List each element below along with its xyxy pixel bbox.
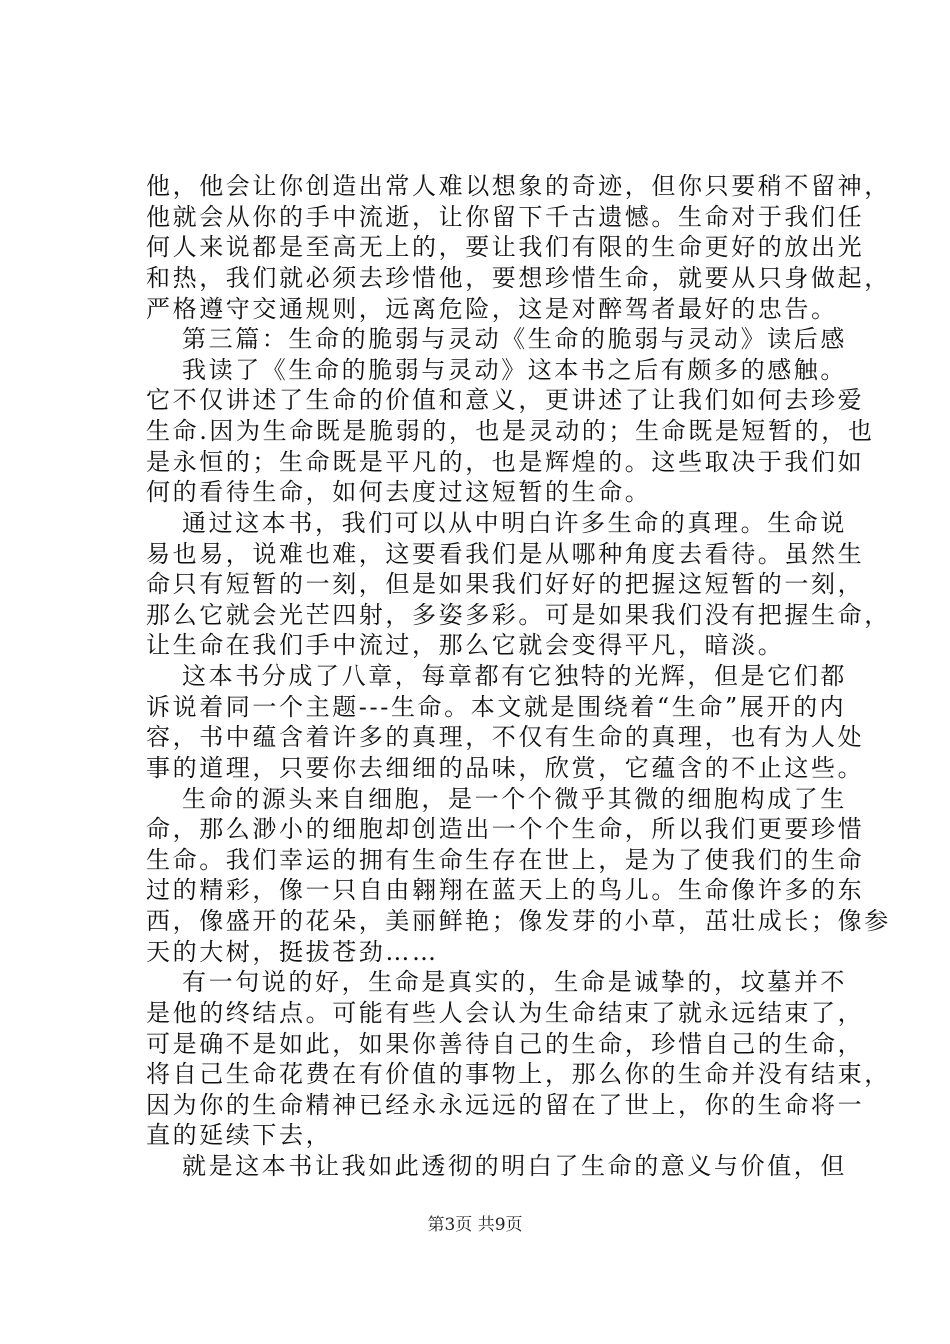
text-line: 严格遵守交通规则，远离危险，这是对醉驾者最好的忠告。: [146, 295, 838, 323]
text-line: 容，书中蕴含着许多的真理，不仅有生命的真理，也有为人处: [146, 723, 865, 751]
text-line: 是他的终结点。可能有些人会认为生命结束了就永远结束了，: [146, 999, 865, 1027]
text-line: 有一句说的好，生命是真实的，生命是诚挚的，坟墓并不: [182, 968, 847, 996]
text-line: 他，他会让你创造出常人难以想象的奇迹，但你只要稍不留神，: [146, 172, 891, 200]
text-line: 西，像盛开的花朵，美丽鲜艳；像发芽的小草，茁壮成长；像参: [146, 907, 891, 935]
text-line: 过的精彩，像一只自由翱翔在蓝天上的鸟儿。生命像许多的东: [146, 876, 865, 904]
text-line: 因为你的生命精神已经永永远远的留在了世上，你的生命将一: [146, 1091, 865, 1119]
text-line: 他就会从你的手中流逝，让你留下千古遗憾。生命对于我们任: [146, 203, 865, 231]
section-heading: 第三篇：生命的脆弱与灵动《生命的脆弱与灵动》读后感: [182, 325, 847, 353]
text-line: 让生命在我们手中流过，那么它就会变得平凡，暗淡。: [146, 631, 785, 659]
text-line: 可是确不是如此，如果你善待自己的生命，珍惜自己的生命，: [146, 1030, 865, 1058]
text-line: 命，那么渺小的细胞却创造出一个个生命，所以我们更要珍惜: [146, 815, 865, 843]
text-line: 天的大树，挺拔苍劲……: [146, 938, 439, 966]
text-line: 命只有短暂的一刻，但是如果我们好好的把握这短暂的一刻，: [146, 570, 865, 598]
page-footer: 第3页 共9页: [427, 1215, 523, 1235]
text-line: 这本书分成了八章，每章都有它独特的光辉，但是它们都: [182, 662, 847, 690]
text-line: 那么它就会光芒四射，多姿多彩。可是如果我们没有把握生命，: [146, 601, 891, 629]
text-line: 和热，我们就必须去珍惜他，要想珍惜生命，就要从只身做起，: [146, 264, 891, 292]
text-line: 就是这本书让我如此透彻的明白了生命的意义与价值，但: [182, 1152, 847, 1180]
text-line: 何的看待生命，如何去度过这短暂的生命。: [146, 478, 652, 506]
text-line: 何人来说都是至高无上的，要让我们有限的生命更好的放出光: [146, 233, 865, 261]
text-line: 事的道理，只要你去细细的品味，欣赏，它蕴含的不止这些。: [146, 754, 865, 782]
text-line: 将自己生命花费在有价值的事物上，那么你的生命并没有结束，: [146, 1060, 891, 1088]
text-line: 生命。我们幸运的拥有生命生存在世上，是为了使我们的生命: [146, 846, 865, 874]
text-line: 易也易，说难也难，这要看我们是从哪种角度去看待。虽然生: [146, 540, 865, 568]
text-line: 它不仅讲述了生命的价值和意义，更讲述了让我们如何去珍爱: [146, 386, 865, 414]
text-line: 通过这本书，我们可以从中明白许多生命的真理。生命说: [182, 509, 847, 537]
text-line: 直的延续下去，: [146, 1121, 333, 1149]
text-line: 生命的源头来自细胞，是一个个微乎其微的细胞构成了生: [182, 785, 847, 813]
text-line: 我读了《生命的脆弱与灵动》这本书之后有颇多的感触。: [182, 356, 847, 384]
text-line: 诉说着同一个主题---生命。本文就是围绕着“生命”展开的内: [146, 693, 847, 721]
text-line: 是永恒的；生命既是平凡的，也是辉煌的。这些取决于我们如: [146, 448, 865, 476]
text-line: 生命.因为生命既是脆弱的，也是灵动的；生命既是短暂的，也: [146, 417, 875, 445]
